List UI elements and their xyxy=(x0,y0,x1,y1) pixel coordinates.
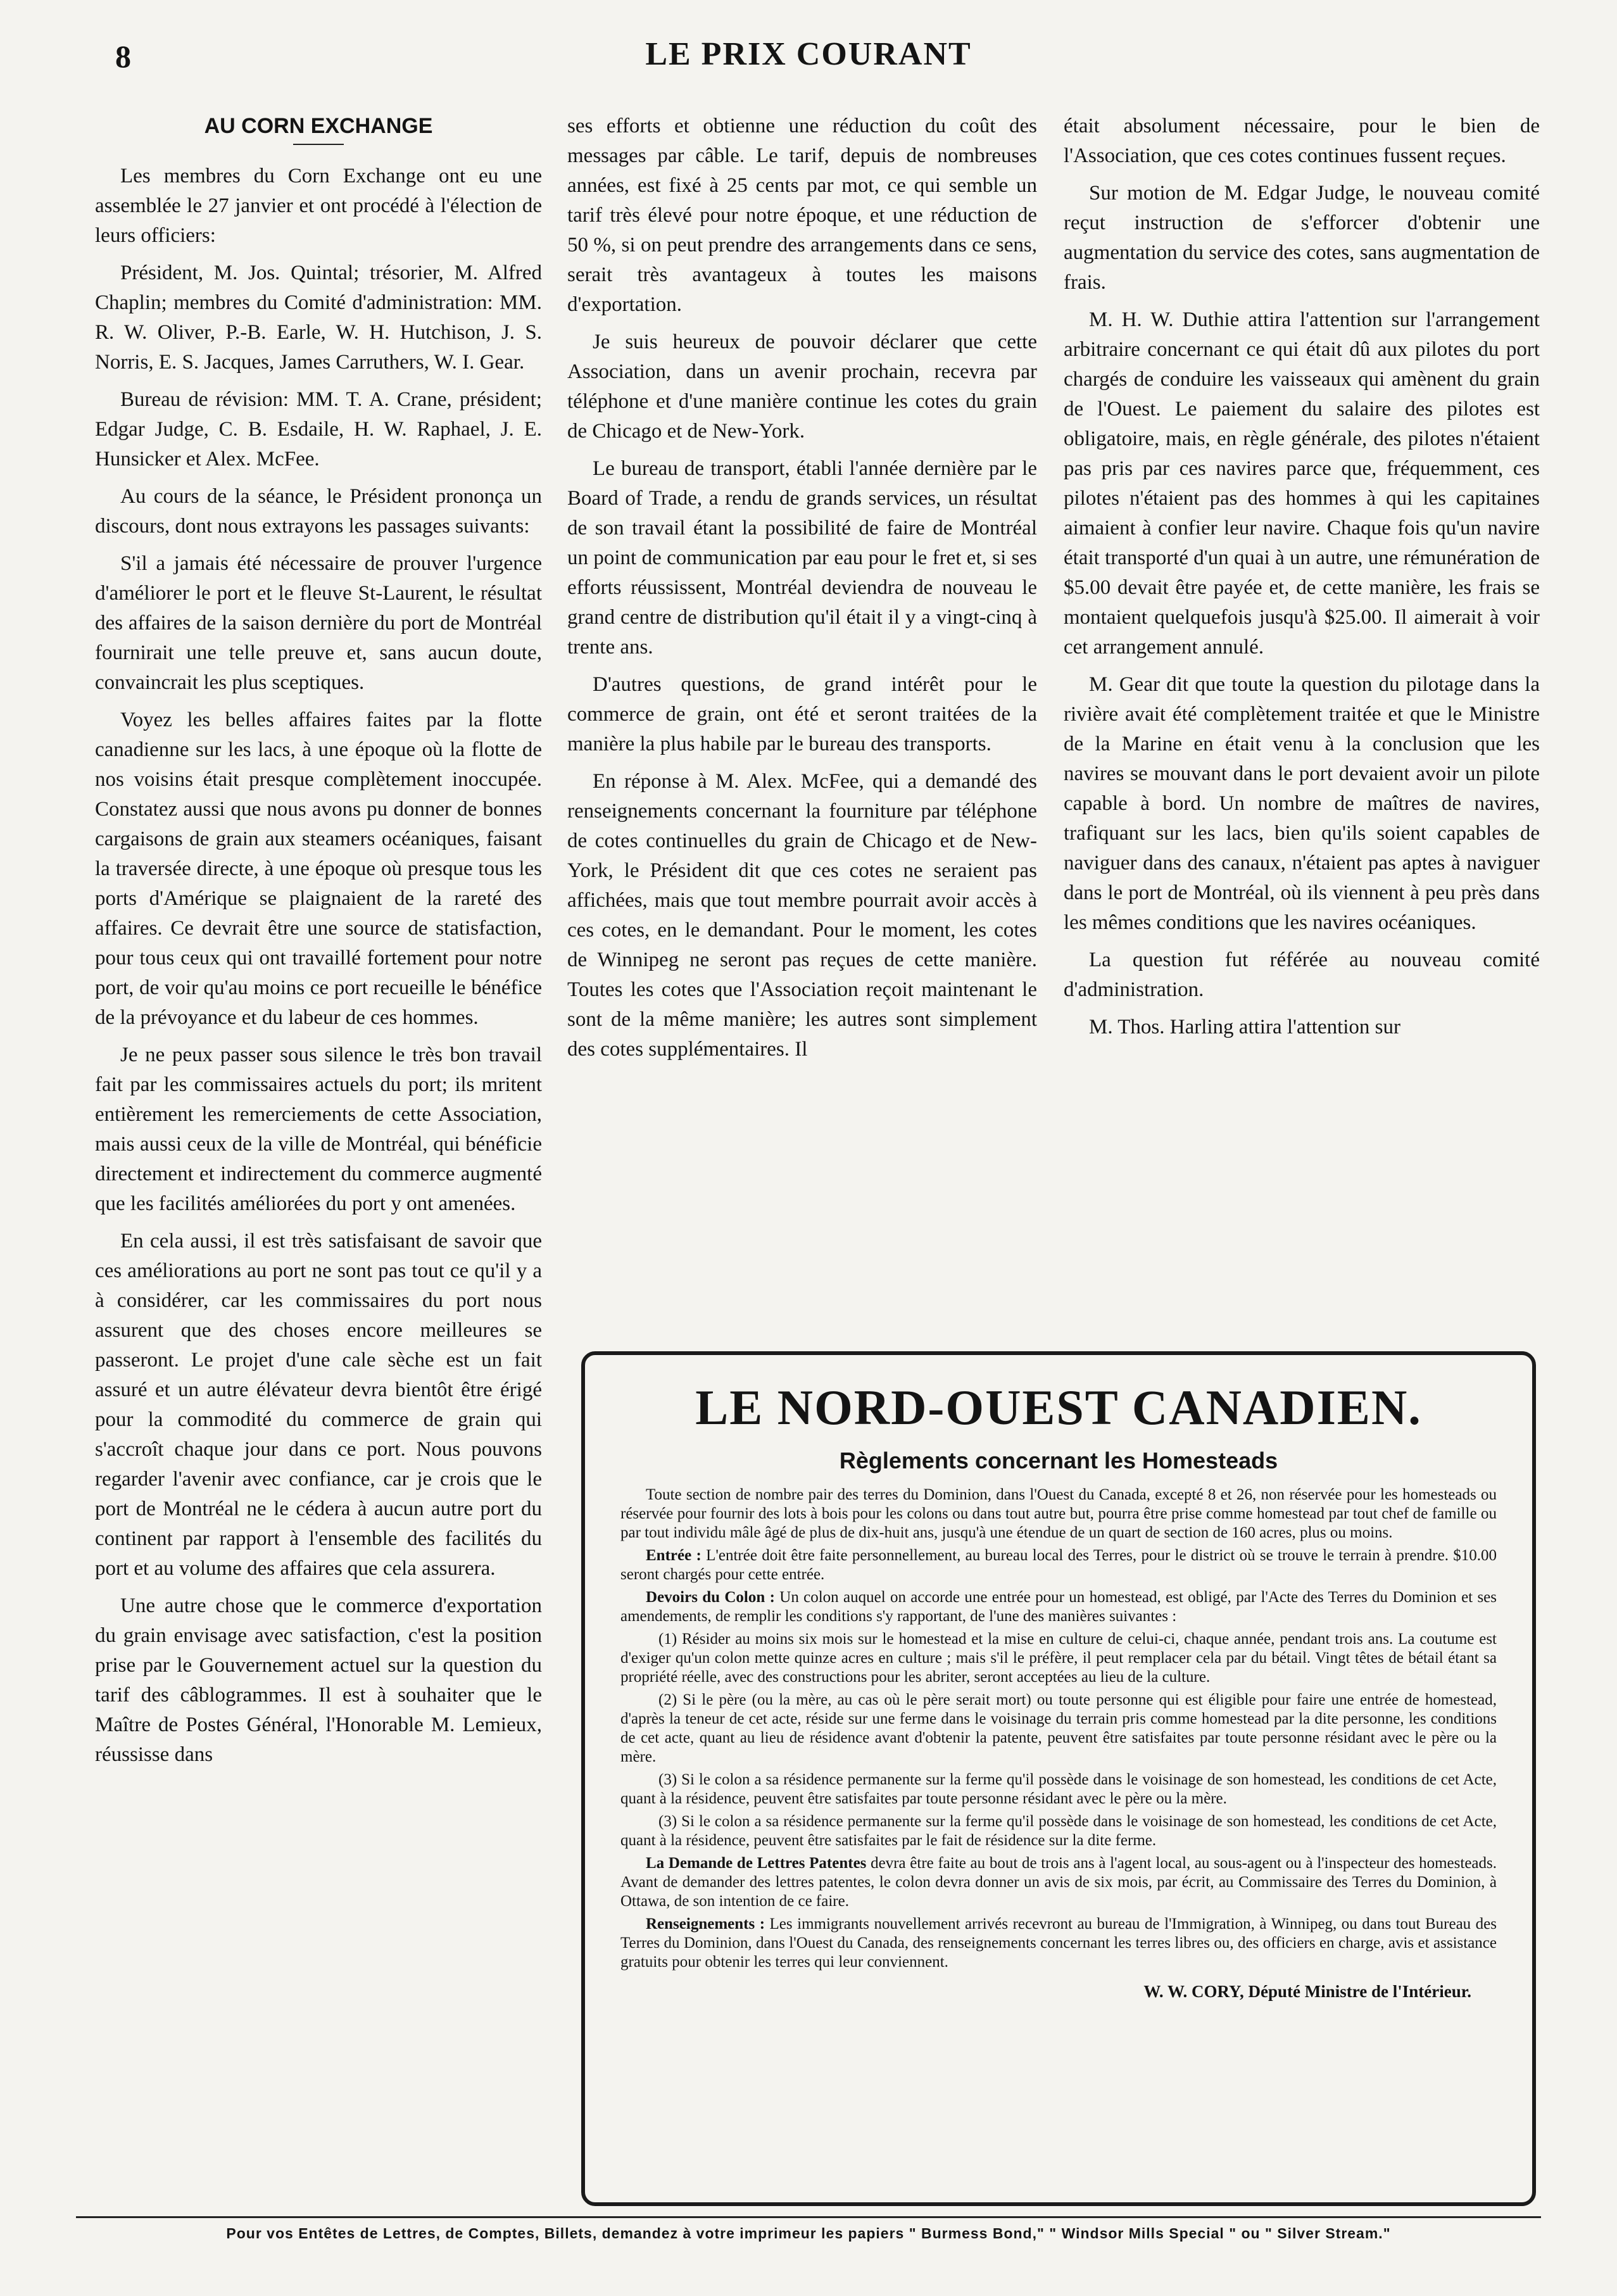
ad-body xyxy=(620,1485,1497,1972)
paragraph: Le bureau de transport, établi l'année dernière par le Board of Trade, a rendu de grands services, un résultat de son travail étant la possibilité de faire de Montréal un point de communication par eau pour le fret et, si ses efforts réussissent, Montréal deviendra de nouveau le grand centre de distribution qu'il était il y a vingt-cinq à trente ans. xyxy=(567,457,1037,659)
title-divider xyxy=(293,144,344,145)
paragraph: était absolument nécessaire, pour le bien de l'Association, que ces cotes continues fussent reçues. xyxy=(1064,115,1540,167)
ad-lead: Renseignements : xyxy=(646,1915,765,1933)
paragraph: En cela aussi, il est très satisfaisant de savoir que ces améliorations au port ne sont pas tout ce qu'il y a à considérer, car les commissaires du port nous assurent que des choses encore meilleures se passeront. Le projet d'une cale sèche est un fait assuré et un autre élévateur devra bientôt être érigé pour la commodité du commerce de grain qui s'accroît chaque jour dans ce port. Nous pouvons regarder l'avenir avec confiance, car je crois que le port de Montréal ne le cédera à aucun autre port du continent par rapport à l'ensemble des facilités du port et au volume des affaires que cela assurera. xyxy=(95,1230,542,1580)
paragraph: ses efforts et obtienne une réduction du coût des messages par câble. Le tarif, depuis de nombreuses années, est fixé à 25 cents par mot, ce qui semble un tarif très élevé pour notre époque, et une réduction de 50 %, si on peut prendre des arrangements dans ce sens, serait très avantageux à toutes les maisons d'exportation. xyxy=(567,115,1037,316)
paragraph: Voyez les belles affaires faites par la flotte canadienne sur les lacs, à une époque où la flotte de nos voisins était presque complètement inoccupée. Constatez aussi que nous avons pu donner de bonnes cargaisons de grain aux steamers océaniques, faisant la traversée directe, à une époque où presque tous les ports d'Amérique se plaignaient de la rareté des affaires. Ce devrait être une source de statisfaction, pour tous ceux qui ont travaillé fortement pour notre port, de voir qu'au moins ce port recueille le bénéfice de la prévoyance et du labeur de ces hommes. xyxy=(95,709,542,1029)
paragraph: M. Thos. Harling attira l'attention sur xyxy=(1089,1016,1401,1038)
ad-text: devra être faite au bout de trois ans à l'agent local, au sous-agent ou à l'inspecteur des homesteads. Avant de demander des lettres patentes, le colon devra donner un avis de six mois, par écrit, au Commissaire des Terres du Dominion, à Ottawa, de son intention de ce faire. xyxy=(620,1855,1497,1910)
ad-list-item: (3) Si le colon a sa résidence permanente sur la ferme qu'il possède dans le voisinage de son homestead, les conditions de cet Acte, quant à la résidence, peuvent être satisfaites par le fait de résidence sur la dite ferme. xyxy=(620,1813,1497,1849)
paragraph: Sur motion de M. Edgar Judge, le nouveau comité reçut instruction de s'efforcer d'obtenir une augmentation du service des cotes, sans augmentation de frais. xyxy=(1064,182,1540,294)
ad-paragraph: Toute section de nombre pair des terres du Dominion, dans l'Ouest du Canada, excepté 8 et 26, non réservée pour les homesteads ou réservée pour fournir des lots à bois pour les colons ou dans tout autre but, pourra être prise comme homestead par tout chef de famille ou par tout individu mâle âgé de plus de dix-huit ans, jusqu'à une étendue de un quart de section de 160 acres, plus ou moins. xyxy=(620,1486,1497,1541)
paragraph: S'il a jamais été nécessaire de prouver l'urgence d'améliorer le port et le fleuve St-Laurent, le résultat des affaires de la saison dernière du port de Montréal fournirait une telle preuve et, sans aucun doute, convaincrait les plus sceptiques. xyxy=(95,552,542,694)
ad-paragraph xyxy=(620,1546,1497,1584)
ad-text: Un colon auquel on accorde une entrée pour un homestead, est obligé, par l'Acte des Terres du Dominion et ses amendements, de remplir les conditions s'y rapportant, de l'une des manières suivantes : xyxy=(620,1589,1497,1625)
ad-paragraph xyxy=(620,1588,1497,1626)
ad-list-item: (1) Résider au moins six mois sur le homestead et la mise en culture de celui-ci, chaque année, pendant trois ans. La coutume est d'exiger qu'un colon mette quinze acres en culture ; mais s'il le préfère, il peut remplacer cela par du bétail. Vingt têtes de bétail étant sa propriété réelle, avec des constructions pour les abriter, seront acceptées au lieu de la culture. xyxy=(620,1631,1497,1686)
paragraph: La question fut référée au nouveau comité d'administration. xyxy=(1064,949,1540,1001)
paragraph: Président, M. Jos. Quintal; trésorier, M. Alfred Chaplin; membres du Comité d'administration: MM. R. W. Oliver, P.-B. Earle, W. H. Hutchison, J. S. Norris, E. S. Jacques, James Carruthers, W. I. Gear. xyxy=(95,262,542,374)
ad-title: LE NORD-OUEST CANADIEN. xyxy=(695,1380,1422,1435)
footer-notice: Pour vos Entêtes de Lettres, de Comptes, Billets, demandez à votre imprimeur les papiers " Burmess Bond," " Windsor Mills Special " ou " Silver Stream." xyxy=(226,2225,1391,2242)
ad-signature: W. W. CORY, Député Ministre de l'Intérieur. xyxy=(1143,1982,1471,2001)
homestead-advertisement xyxy=(581,1351,1536,2206)
paragraph: En réponse à M. Alex. McFee, qui a demandé des renseignements concernant la fourniture par téléphone de cotes continuelles du grain de Chicago et de New-York, le Président dit que ces cotes ne seraient pas affichées, mais que tout membre pourrait avoir accès à ces cotes, en le demandant. Pour le moment, les cotes de Winnipeg ne seront pas reçues de cette manière. Toutes les cotes que l'Association reçoit maintenant le sont de la même manière; les autres sont simplement des cotes supplémentaires. Il xyxy=(567,770,1037,1061)
ad-lead: Entrée : xyxy=(646,1547,702,1564)
newspaper-title: LE PRIX COURANT xyxy=(645,36,972,72)
article-title: AU CORN EXCHANGE xyxy=(204,114,433,138)
paragraph: M. H. W. Duthie attira l'attention sur l'arrangement arbitraire concernant ce qui était dû aux pilotes du port chargés de conduire les vaisseaux qui amènent du grain de l'Ouest. Le paiement du salaire des pilotes est obligatoire, mais, en règle générale, des pilotes n'étaient pas pris par ces navires parce que, fréquemment, ces pilotes n'étaient pas des hommes à qui les capitaines aimaient à confier leur navire. Chaque fois qu'un navire était transporté d'un quai à un autre, une rémunération de $5.00 devait être payée et, de cette manière, les frais se montaient quelquefois jusqu'à $25.00. Il aimerait à voir cet arrangement annulé. xyxy=(1064,308,1540,659)
article-column-3 xyxy=(1064,111,1540,1334)
ad-paragraph xyxy=(620,1915,1497,1972)
article-column-1 xyxy=(95,111,542,1789)
paragraph: Au cours de la séance, le Président prononça un discours, dont nous extrayons les passages suivants: xyxy=(95,485,542,538)
paragraph: Une autre chose que le commerce d'exportation du grain envisage avec satisfaction, c'est la position prise par le Gouvernement actuel sur la question du tarif des câblogrammes. Il est à souhaiter que le Maître de Postes Général, l'Honorable M. Lemieux, réussisse dans xyxy=(95,1594,542,1766)
ad-subtitle: Règlements concernant les Homesteads xyxy=(839,1448,1278,1473)
paragraph: D'autres questions, de grand intérêt pour le commerce de grain, ont été et seront traitées de la manière la plus habile par le bureau des transports. xyxy=(567,673,1037,755)
page-number: 8 xyxy=(115,39,131,74)
ad-text: L'entrée doit être faite personnellement, au bureau local des Terres, pour le district où se trouve le terrain à prendre. $10.00 seront chargés pour cette entrée. xyxy=(620,1547,1497,1583)
paragraph: Je ne peux passer sous silence le très bon travail fait par les commissaires actuels du port; ils mritent entièrement les remerciements de cette Association, mais aussi ceux de la ville de Montréal, qui bénéficie directement et indirectement du commerce augmenté que les facilités améliorées du port y ont amenées. xyxy=(95,1044,542,1215)
paragraph: Bureau de révision: MM. T. A. Crane, président; Edgar Judge, C. B. Esdaile, H. W. Raphael, J. E. Hunsicker et Alex. McFee. xyxy=(95,388,542,470)
paragraph: Les membres du Corn Exchange ont eu une assemblée le 27 janvier et ont procédé à l'élection de leurs officiers: xyxy=(95,165,542,247)
ad-paragraph xyxy=(620,1854,1497,1911)
footer-divider xyxy=(76,2216,1541,2218)
ad-list-item: (2) Si le père (ou la mère, au cas où le père serait mort) ou toute personne qui est éligible pour faire une entrée de homestead, d'après la teneur de cet acte, réside sur une ferme dans le voisinage du terrain pris comme homestead par la dite personne, les conditions de cet acte, quant au lieu de résidence avant d'obtenir la patente, peuvent être satisfaites par toute personne résidant avec le père ou la mère. xyxy=(620,1691,1497,1765)
article-column-2 xyxy=(567,111,1037,1334)
ad-lead: La Demande de Lettres Patentes xyxy=(646,1855,867,1872)
ad-list-item: (3) Si le colon a sa résidence permanente sur la ferme qu'il possède dans le voisinage de son homestead, les conditions de cet Acte, quant à la résidence, peuvent être satisfaites par toute personne résidant avec le père ou la mère. xyxy=(620,1771,1497,1807)
ad-text: Les immigrants nouvellement arrivés recevront au bureau de l'Immigration, à Winnipeg, ou dans tout Bureau des Terres du Dominion, dans l'Ouest du Canada, des renseignements concernant les terres libres ou, des officiers en charge, avis et assistance gratuits pour obtenir les terres qui leur conviennent. xyxy=(620,1915,1497,1971)
paragraph: Je suis heureux de pouvoir déclarer que cette Association, dans un avenir prochain, recevra par téléphone et d'une manière continue les cotes du grain de Chicago et de New-York. xyxy=(567,331,1037,443)
paragraph: M. Gear dit que toute la question du pilotage dans la rivière avait été complètement traitée et que le Ministre de la Marine en était venu à la conclusion que les navires se mouvant dans le port devaient avoir un pilote capable à bord. Un nombre de maîtres de navires, trafiquant sur les lacs, bien qu'ils soient capables de naviguer dans des canaux, n'étaient pas aptes à naviguer dans le port de Montréal, où ils viennent à peu près dans les mêmes conditions que les navires océaniques. xyxy=(1064,673,1540,934)
ad-lead: Devoirs du Colon : xyxy=(646,1589,775,1606)
